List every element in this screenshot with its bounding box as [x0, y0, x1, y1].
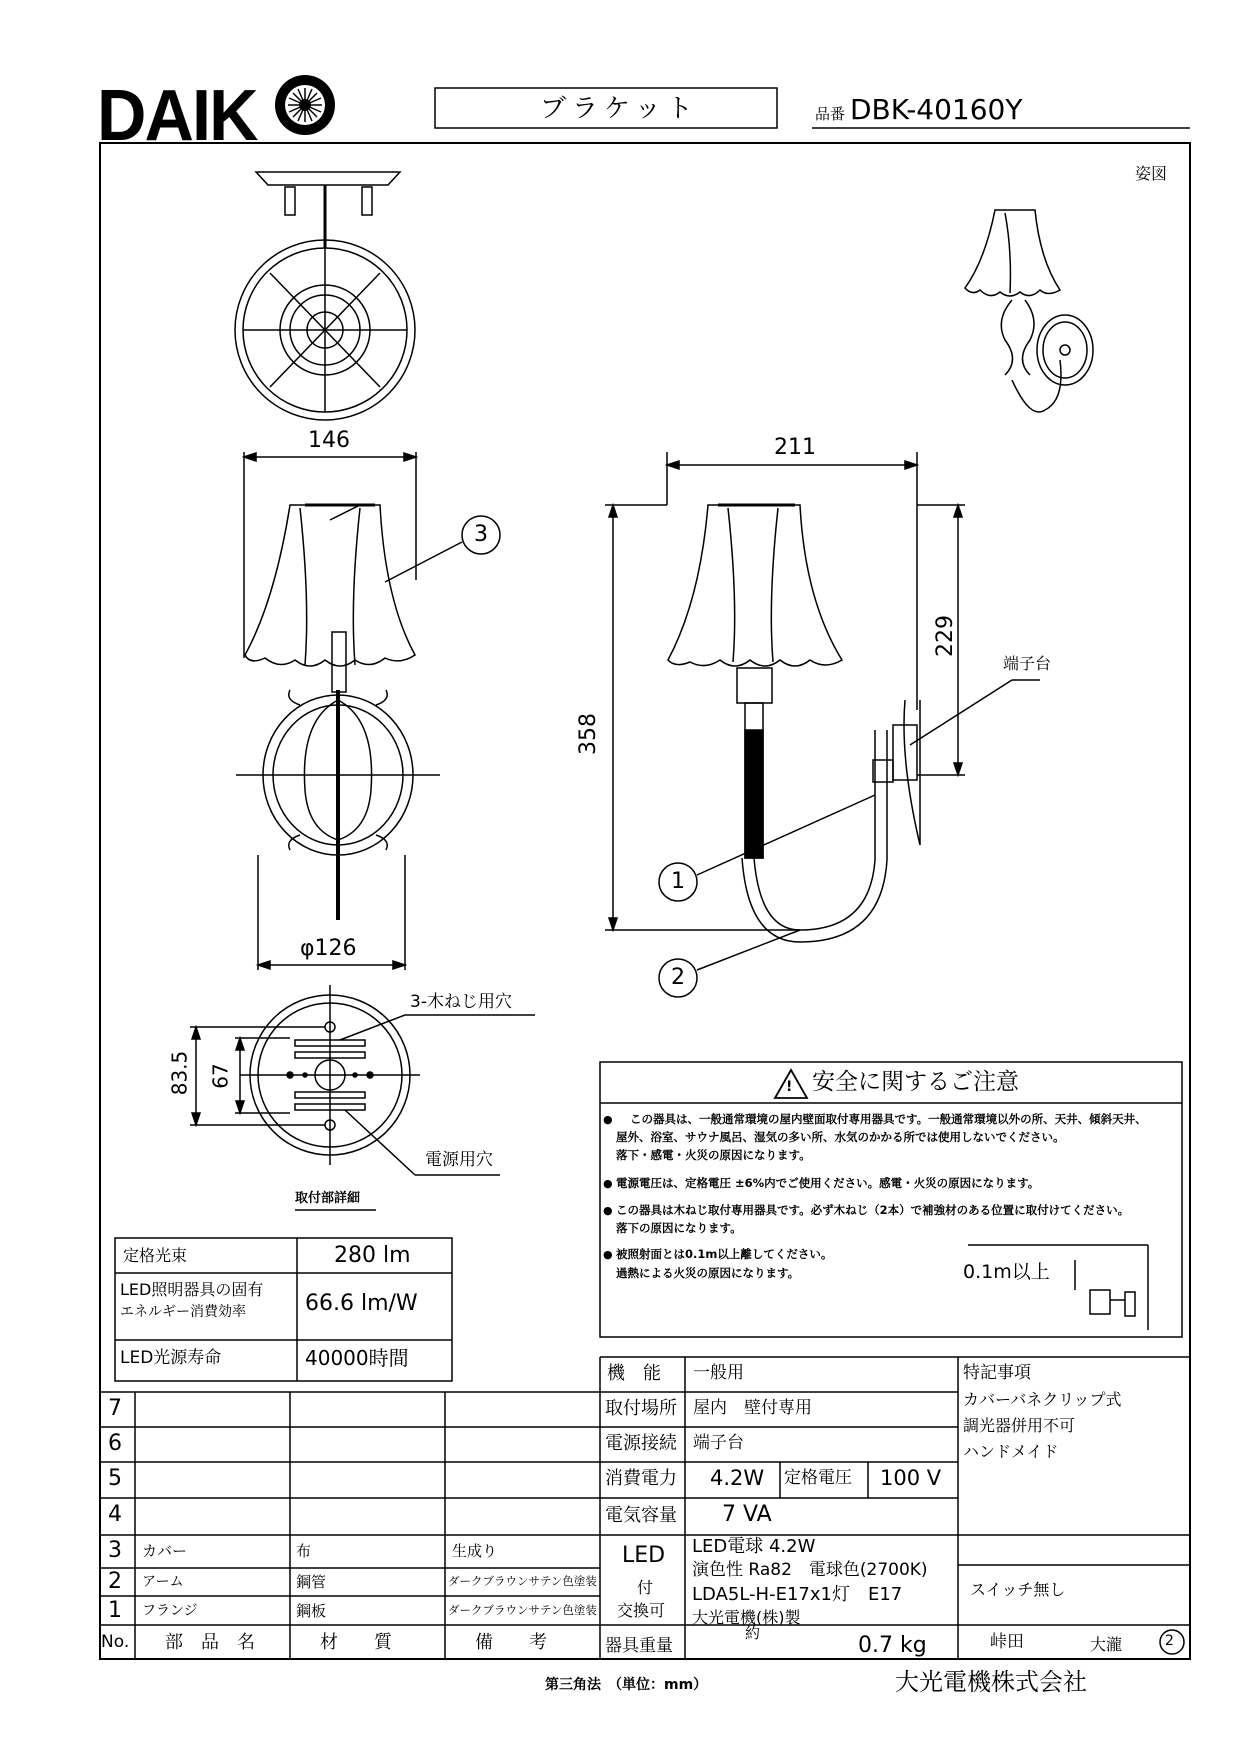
- power-conn-label: 電源接続: [605, 1433, 677, 1454]
- safety-title: 安全に関するご注意: [812, 1069, 1019, 1095]
- parts-material-2: 鋼管: [296, 1573, 327, 1591]
- product-type-label: ブラケット: [540, 94, 699, 124]
- parts-no-6: 6: [108, 1431, 122, 1456]
- brand-logo: DAIK: [97, 76, 257, 156]
- safety-line-3: 落下・感電・火災の原因になります。: [616, 1148, 811, 1162]
- led-label: LED: [622, 1543, 666, 1568]
- parts-header-material: 材 質: [320, 1632, 392, 1653]
- notes-line-3: ハンドメイド: [963, 1442, 1059, 1461]
- dim-229: 229: [933, 615, 958, 657]
- parts-no-2: 2: [108, 1569, 122, 1594]
- side-view-drawing: [605, 452, 1040, 997]
- signature-1: 峠田: [990, 1632, 1024, 1652]
- logo-sun-icon: [275, 75, 335, 135]
- safety-line-4: 電源電圧は、定格電圧 ±6%内でご使用ください。感電・火災の原因になります。: [616, 1176, 1040, 1190]
- model-prefix-label: 品番: [815, 105, 846, 123]
- parts-name-3: カバー: [142, 1542, 188, 1560]
- parts-no-7: 7: [108, 1396, 122, 1421]
- safety-bullet-2: ●: [603, 1177, 613, 1190]
- mount-detail-label: 取付部詳細: [295, 1191, 361, 1206]
- weight-label: 器具重量: [605, 1636, 673, 1656]
- parts-no-1: 1: [108, 1598, 122, 1623]
- safety-box-grid: [600, 1062, 1182, 1337]
- parts-header-note: 備 考: [475, 1632, 547, 1653]
- callout-1: 1: [671, 869, 685, 894]
- parts-no-3: 3: [108, 1538, 122, 1563]
- safety-line-7: 被照射面とは0.1m以上離してください。: [616, 1247, 833, 1261]
- parts-name-1: フランジ: [142, 1603, 198, 1619]
- led-line-1: LED電球 4.2W: [692, 1536, 816, 1557]
- parts-name-2: アーム: [142, 1574, 184, 1590]
- dim-146: 146: [308, 428, 350, 453]
- parts-no-5: 5: [108, 1466, 122, 1491]
- rated-voltage-label: 定格電圧: [784, 1468, 852, 1488]
- spec-value-flux: 280 lm: [334, 1243, 411, 1268]
- led-label-3: 交換可: [617, 1601, 666, 1620]
- capacity-label: 電気容量: [605, 1505, 677, 1526]
- safety-line-6: 落下の原因になります。: [616, 1221, 742, 1235]
- revision-mark: 2: [1165, 1633, 1174, 1649]
- function-label: 機 能: [607, 1363, 661, 1384]
- front-view-drawing: [236, 452, 500, 970]
- parts-material-1: 鋼板: [296, 1602, 327, 1620]
- spec-value-efficiency: 66.6 lm/W: [305, 1291, 418, 1316]
- dim-358: 358: [576, 713, 601, 755]
- spec-label-life: LED光源寿命: [120, 1348, 222, 1368]
- terminal-label: 端子台: [1003, 654, 1052, 673]
- screw-holes-label: 3-木ねじ用穴: [410, 992, 512, 1012]
- notes-line-1: カバーバネクリップ式: [963, 1390, 1122, 1409]
- parts-material-3: 布: [296, 1542, 312, 1560]
- consumption-label: 消費電力: [605, 1468, 677, 1489]
- parts-note-3: 生成り: [452, 1542, 498, 1560]
- power-conn-value: 端子台: [693, 1433, 744, 1453]
- power-hole-label: 電源用穴: [425, 1150, 493, 1170]
- callout-2: 2: [671, 965, 685, 990]
- warning-icon: !: [786, 1079, 793, 1095]
- capacity-value: 7 VA: [722, 1502, 772, 1527]
- safety-bullet-3: ●: [603, 1204, 613, 1217]
- led-line-2: 演色性 Ra82 電球色(2700K): [692, 1560, 928, 1580]
- spec-label-flux: 定格光束: [123, 1246, 188, 1265]
- weight-approx: 約: [745, 1624, 761, 1642]
- notes-title: 特記事項: [963, 1363, 1031, 1383]
- consumption-value: 4.2W: [710, 1466, 765, 1490]
- notes-line-2: 調光器併用不可: [963, 1416, 1076, 1435]
- signature-2: 大瀧: [1090, 1635, 1123, 1654]
- safety-bullet-1: ●: [603, 1113, 613, 1126]
- projection-note: 第三角法 （単位：mm）: [545, 1677, 708, 1693]
- switch-note: スイッチ無し: [970, 1580, 1066, 1599]
- dim-211: 211: [774, 435, 816, 460]
- safety-line-8: 過熱による火災の原因になります。: [616, 1266, 800, 1280]
- dim-67: 67: [208, 1063, 233, 1089]
- spec-label-efficiency-1: LED照明器具の固有: [120, 1280, 264, 1299]
- safety-line-2: 屋外、浴室、サウナ風呂、湿気の多い所、水気のかかる所では使用しないでください。: [616, 1130, 1065, 1144]
- safety-clearance: 0.1m以上: [963, 1261, 1050, 1283]
- parts-note-2: ダークブラウンサテン色塗装: [448, 1574, 597, 1588]
- dim-phi126: φ126: [300, 936, 357, 961]
- spec-label-efficiency-2: エネルギー消費効率: [120, 1304, 246, 1320]
- company-name: 大光電機株式会社: [895, 1668, 1087, 1696]
- safety-bullet-4: ●: [603, 1248, 613, 1261]
- dim-83-5: 83.5: [167, 1050, 192, 1096]
- led-line-4: 大光電機(株)製: [692, 1608, 801, 1627]
- view-label: 姿図: [1135, 164, 1168, 183]
- safety-line-5: この器具は木ねじ取付専用器具です。必ず木ねじ（2本）で補強材のある位置に取付けてください。: [616, 1203, 1130, 1217]
- safety-line-1: この器具は、一般通常環境の屋内壁面取付専用器具です。一般通常環境以外の所、天井、傾斜天井、: [630, 1112, 1147, 1126]
- rated-voltage-value: 100 V: [880, 1466, 942, 1490]
- parts-header-name: 部 品 名: [165, 1632, 255, 1653]
- perspective-view-drawing: [965, 210, 1093, 412]
- parts-header-no: No.: [101, 1632, 130, 1652]
- weight-value: 0.7 kg: [858, 1633, 927, 1658]
- parts-no-4: 4: [108, 1502, 122, 1527]
- parts-note-1: ダークブラウンサテン色塗装: [448, 1603, 597, 1617]
- mount-value: 屋内 壁付専用: [693, 1398, 812, 1418]
- mount-label: 取付場所: [605, 1398, 677, 1419]
- led-label-2: 付: [637, 1578, 654, 1597]
- model-number: DBK-40160Y: [850, 93, 1023, 126]
- mount-detail-drawing: [190, 985, 535, 1210]
- spec-value-life: 40000時間: [305, 1346, 409, 1370]
- led-line-3: LDA5L-H-E17x1灯 E17: [692, 1584, 903, 1605]
- plan-view-drawing: [235, 172, 415, 420]
- function-value: 一般用: [693, 1363, 744, 1383]
- callout-3: 3: [474, 522, 488, 547]
